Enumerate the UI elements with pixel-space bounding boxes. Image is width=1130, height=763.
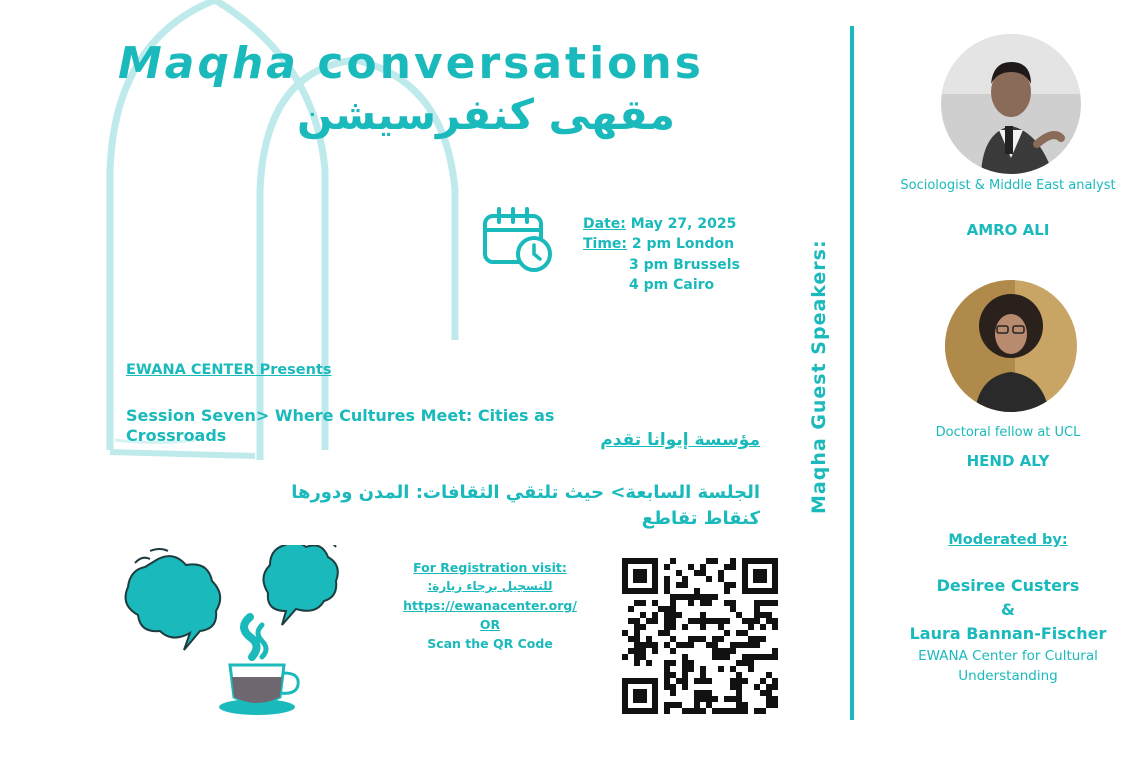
registration-info: [390, 558, 590, 653]
moderated-by-label: Moderated by:: [948, 532, 1068, 548]
speaker-role-2: Doctoral fellow at UCL: [935, 425, 1081, 440]
registration-url[interactable]: https://ewanacenter.org/: [403, 598, 577, 613]
time-brussels: 3 pm Brussels: [629, 257, 740, 273]
time-line: Time: 2 pm London: [583, 236, 735, 252]
speech-bubble-coffee-illustration: [120, 545, 370, 720]
moderator-names: [888, 574, 1128, 646]
speaker-name-1: AMRO ALI: [966, 221, 1050, 239]
session-title-arabic: الجلسة السابعة> حيث تلتقي الثقافات: المدن ودورها كنقاط تقاطع: [291, 482, 760, 529]
vertical-divider: [850, 26, 854, 720]
speaker-avatar-hend-aly: [945, 280, 1077, 412]
speech-bubble-icon: [263, 545, 337, 625]
speaker-avatar-amro-ali: [941, 34, 1081, 174]
presents-arabic: مؤسسة إيوانا تقدم: [600, 430, 760, 450]
moderator-name-1: Desiree Custers: [936, 576, 1080, 595]
calendar-clock-icon: [482, 206, 554, 276]
registration-scan: Scan the QR Code: [427, 636, 553, 651]
moderator-ampersand: &: [1001, 600, 1015, 619]
title-arabic: مقهى كنفرسيشن: [297, 90, 675, 139]
registration-label-ar: للتسجيل برجاء زيارة:: [427, 579, 553, 593]
qr-code[interactable]: [622, 558, 778, 714]
time-cairo: 4 pm Cairo: [629, 277, 715, 293]
speaker-role-1: Sociologist & Middle East analyst: [900, 178, 1116, 193]
presents-english: EWANA CENTER Presents: [126, 362, 332, 378]
date-line: Date: May 27, 2025: [583, 216, 737, 232]
moderator-organization: EWANA Center for Cultural Understanding: [918, 648, 1098, 684]
coffee-cup-icon: [219, 617, 298, 715]
speech-bubble-icon: [126, 549, 221, 650]
session-title-english: Session Seven> Where Cultures Meet: Cities as Crossroads: [126, 406, 555, 445]
speaker-name-2: HEND ALY: [966, 452, 1050, 470]
guest-speakers-heading: Maqha Guest Speakers:: [808, 239, 830, 514]
moderator-name-2: Laura Bannan-Fischer: [909, 624, 1107, 643]
title-english: Maqha conversations: [118, 38, 704, 89]
registration-or: OR: [479, 617, 501, 632]
registration-label-en: For Registration visit:: [413, 560, 567, 575]
